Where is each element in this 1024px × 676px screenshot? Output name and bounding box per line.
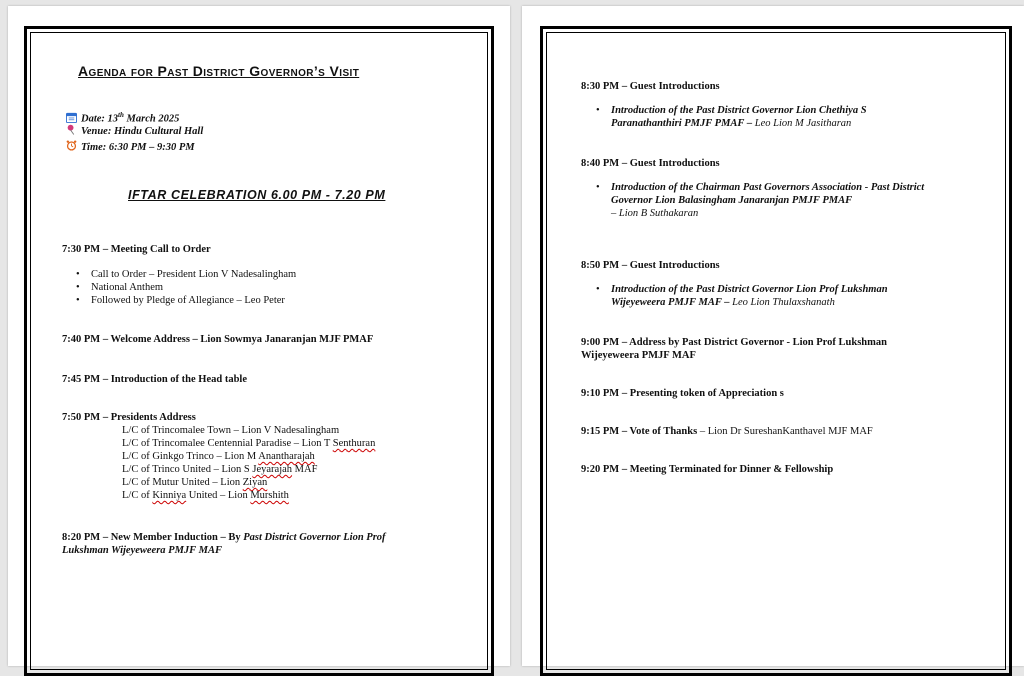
list-item: • National Anthem <box>74 281 296 294</box>
section-induction-heading: 8:20 PM – New Member Induction – By Past District Governor Lion Prof Lukshman Wijeyeweera PMJF MAF <box>62 532 386 556</box>
list-item: • Introduction of the Past District Governor Lion Chethiya S Paranathanthiri PMJF PMAF – Leo Lion M Jasitharan <box>594 104 867 130</box>
section-welcome-heading: 7:40 PM – Welcome Address – Lion Sowmya Janaranjan MJF PMAF <box>62 334 374 345</box>
iftar-heading: IFTAR CELEBRATION 6.00 PM - 7.20 PM <box>128 188 386 202</box>
section-presidents-heading: 7:50 PM – Presidents Address <box>62 412 196 423</box>
club-line: L/C of Kinniya United – Lion Murshith <box>122 490 289 501</box>
club-line: L/C of Trinco United – Lion S Jeyarajah MAF <box>122 464 318 475</box>
document-page-2 <box>522 6 1024 666</box>
agenda-title: Agenda for Past District Governor’s Visit <box>78 63 360 79</box>
presidents-club-list <box>122 424 375 502</box>
document-page-1 <box>8 6 510 666</box>
guest-intro-3-list <box>594 283 888 309</box>
guest-intro-3-heading: 8:50 PM – Guest Introductions <box>581 260 720 271</box>
guest-intro-2-heading: 8:40 PM – Guest Introductions <box>581 158 720 169</box>
club-line: L/C of Mutur United – Lion Ziyan <box>122 477 268 488</box>
calendar-icon <box>66 112 77 123</box>
date-line: Date: 13th March 2025 <box>66 109 179 126</box>
list-item: • Call to Order – President Lion V Nadesalingham <box>74 268 296 281</box>
guest-intro-1-list <box>594 104 867 130</box>
club-line: L/C of Trincomalee Town – Lion V Nadesalingham <box>122 425 340 436</box>
address-heading: 9:00 PM – Address by Past District Governor - Lion Prof Lukshman Wijeyeweera PMJF MAF <box>581 337 887 361</box>
list-item: • Introduction of the Chairman Past Governors Association - Past District Governor Lion Balasingham Janaranjan PMJF PMAF – Lion B Suthakaran <box>594 181 924 220</box>
guest-intro-1-heading: 8:30 PM – Guest Introductions <box>581 81 720 92</box>
list-item: • Followed by Pledge of Allegiance – Leo Peter <box>74 294 296 307</box>
venue-line: Venue: Hindu Cultural Hall <box>66 124 203 138</box>
time-line: Time: 6:30 PM – 9:30 PM <box>66 140 195 154</box>
club-line: L/C of Ginkgo Trinco – Lion M Anantharajah <box>122 451 315 462</box>
call-to-order-list <box>74 268 296 307</box>
guest-intro-2-list <box>594 181 924 220</box>
vote-of-thanks-line: 9:15 PM – Vote of Thanks – Lion Dr SureshanKanthavel MJF MAF <box>581 426 873 437</box>
section-call-to-order-heading: 7:30 PM – Meeting Call to Order <box>62 244 211 255</box>
section-head-table-heading: 7:45 PM – Introduction of the Head table <box>62 374 248 385</box>
club-line: L/C of Trincomalee Centennial Paradise – Lion T Senthuran <box>122 438 376 449</box>
list-item: • Introduction of the Past District Governor Lion Prof Lukshman Wijeyeweera PMJF MAF – Leo Lion Thulaxshanath <box>594 283 888 309</box>
meeting-terminated-heading: 9:20 PM – Meeting Terminated for Dinner & Fellowship <box>581 464 834 475</box>
appreciation-heading: 9:10 PM – Presenting token of Appreciation s <box>581 388 784 399</box>
alarm-clock-icon <box>66 140 77 151</box>
pin-icon <box>66 124 77 135</box>
